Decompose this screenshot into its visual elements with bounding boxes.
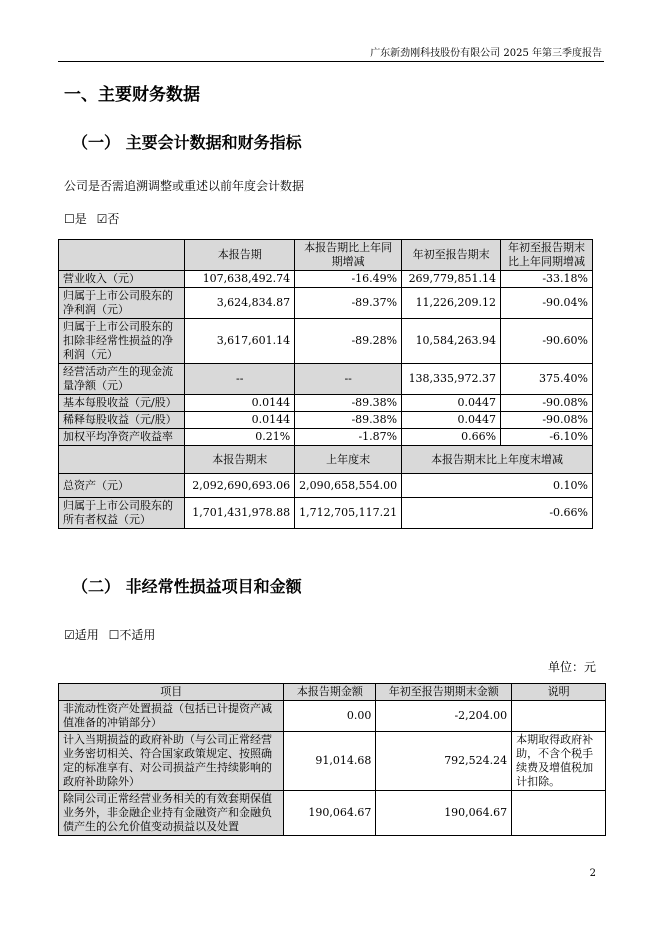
header-cell: 年初至报告期末 <box>402 240 501 271</box>
page-number: 2 <box>589 868 596 879</box>
header-divider <box>58 61 604 62</box>
table-row <box>59 474 593 498</box>
checkbox-unchecked-icon[interactable]: ☐ <box>108 628 120 642</box>
page-header: 广东新劲刚科技股份有限公司 2025 年第三季度报告 <box>370 48 602 59</box>
header-cell: 本报告期末比上年度末增减 <box>402 446 593 474</box>
header-cell: 项目 <box>59 684 284 701</box>
cell: -2,204.00 <box>376 701 512 732</box>
header-cell <box>59 240 185 271</box>
option-not-applicable-label: 不适用 <box>119 628 156 642</box>
checkbox-checked-icon[interactable]: ☑ <box>64 628 75 642</box>
cell: -1.87% <box>295 429 402 446</box>
header-cell: 上年度末 <box>295 446 402 474</box>
row-label: 归属于上市公司股东的扣除非经常性损益的净利润（元） <box>59 319 185 364</box>
cell: 10,584,263.94 <box>402 319 501 364</box>
cell: -89.37% <box>295 288 402 319</box>
table-row <box>59 364 593 395</box>
cell: 91,014.68 <box>284 732 376 791</box>
row-label: 经营活动产生的现金流量净额（元） <box>59 364 185 395</box>
header-cell: 本报告期末 <box>185 446 295 474</box>
table-row <box>59 412 593 429</box>
cell: 11,226,209.12 <box>402 288 501 319</box>
cell <box>512 701 606 732</box>
row-label: 稀释每股收益（元/股） <box>59 412 185 429</box>
cell <box>512 791 606 836</box>
cell: -89.28% <box>295 319 402 364</box>
cell: 0.0144 <box>185 395 295 412</box>
row-label: 除同公司正常经营业务相关的有效套期保值业务外，非金融企业持有金融资产和金融负债产生的公允价值变动损益以及处置 <box>59 791 284 836</box>
cell: -16.49% <box>295 271 402 288</box>
restatement-question: 公司是否需追溯调整或重述以前年度会计数据 <box>64 179 305 193</box>
cell: 3,624,834.87 <box>185 288 295 319</box>
cell: -89.38% <box>295 395 402 412</box>
table-row <box>59 319 593 364</box>
row-label: 计入当期损益的政府补助（与公司正常经营业务密切相关、符合国家政策规定、按照确定的标准享有、对公司损益产生持续影响的政府补助除外） <box>59 732 284 791</box>
cell: -89.38% <box>295 412 402 429</box>
row-label: 营业收入（元） <box>59 271 185 288</box>
cell: 0.0447 <box>402 395 501 412</box>
header-cell: 本报告期 <box>185 240 295 271</box>
cell: 本期取得政府补助，不含个税手续费及增值税加计扣除。 <box>512 732 606 791</box>
cell: 0.0144 <box>185 412 295 429</box>
cell: 0.00 <box>284 701 376 732</box>
table-row <box>59 701 606 732</box>
option-yes-label: 是 <box>74 212 87 226</box>
row-label: 总资产（元） <box>59 474 185 498</box>
restatement-options <box>64 210 119 227</box>
subsection-title-2: （二） 非经常性损益项目和金额 <box>72 577 302 596</box>
cell: 3,617,601.14 <box>185 319 295 364</box>
financial-data-table <box>58 239 593 529</box>
table-row <box>59 288 593 319</box>
row-label: 非流动性资产处置损益（包括已计提资产减值准备的冲销部分） <box>59 701 284 732</box>
checkbox-checked-icon[interactable]: ☑ <box>96 212 108 226</box>
section-title: 一、主要财务数据 <box>64 85 200 105</box>
unit-label: 单位：元 <box>547 660 596 674</box>
cell: 792,524.24 <box>376 732 512 791</box>
table-header-row <box>59 684 606 701</box>
checkbox-unchecked-icon[interactable]: ☐ <box>64 212 75 226</box>
cell: -90.08% <box>501 395 593 412</box>
cell: 0.10% <box>402 474 593 498</box>
cell: -33.18% <box>501 271 593 288</box>
table-row <box>59 498 593 529</box>
cell: 2,090,658,554.00 <box>295 474 402 498</box>
table-row <box>59 271 593 288</box>
cell: 190,064.67 <box>284 791 376 836</box>
table-header-row-2 <box>59 446 593 474</box>
cell: -- <box>295 364 402 395</box>
cell: 1,712,705,117.21 <box>295 498 402 529</box>
option-applicable-label: 适用 <box>74 628 99 642</box>
cell: 138,335,972.37 <box>402 364 501 395</box>
row-label: 归属于上市公司股东的净利润（元） <box>59 288 185 319</box>
table-row <box>59 395 593 412</box>
applicability-options <box>64 626 155 643</box>
header-cell: 本报告期金额 <box>284 684 376 701</box>
header-cell: 年初至报告期期末金额 <box>376 684 512 701</box>
table-row <box>59 732 606 791</box>
row-label: 基本每股收益（元/股） <box>59 395 185 412</box>
header-cell <box>59 446 185 474</box>
header-cell: 年初至报告期末比上年同期增减 <box>501 240 593 271</box>
cell: 269,779,851.14 <box>402 271 501 288</box>
table-header-row <box>59 240 593 271</box>
table-row <box>59 429 593 446</box>
cell: 375.40% <box>501 364 593 395</box>
row-label: 加权平均净资产收益率 <box>59 429 185 446</box>
header-cell: 说明 <box>512 684 606 701</box>
cell: -6.10% <box>501 429 593 446</box>
cell: 2,092,690,693.06 <box>185 474 295 498</box>
cell: 0.66% <box>402 429 501 446</box>
cell: 0.0447 <box>402 412 501 429</box>
cell: -90.60% <box>501 319 593 364</box>
cell: -0.66% <box>402 498 593 529</box>
cell: 0.21% <box>185 429 295 446</box>
non-recurring-items-table <box>58 683 606 836</box>
header-cell: 本报告期比上年同期增减 <box>295 240 402 271</box>
cell: -90.04% <box>501 288 593 319</box>
cell: -90.08% <box>501 412 593 429</box>
row-label: 归属于上市公司股东的所有者权益（元） <box>59 498 185 529</box>
subsection-title-1: （一） 主要会计数据和财务指标 <box>72 133 302 152</box>
option-no-label: 否 <box>107 212 120 226</box>
cell: -- <box>185 364 295 395</box>
cell: 1,701,431,978.88 <box>185 498 295 529</box>
cell: 190,064.67 <box>376 791 512 836</box>
cell: 107,638,492.74 <box>185 271 295 288</box>
table-row <box>59 791 606 836</box>
